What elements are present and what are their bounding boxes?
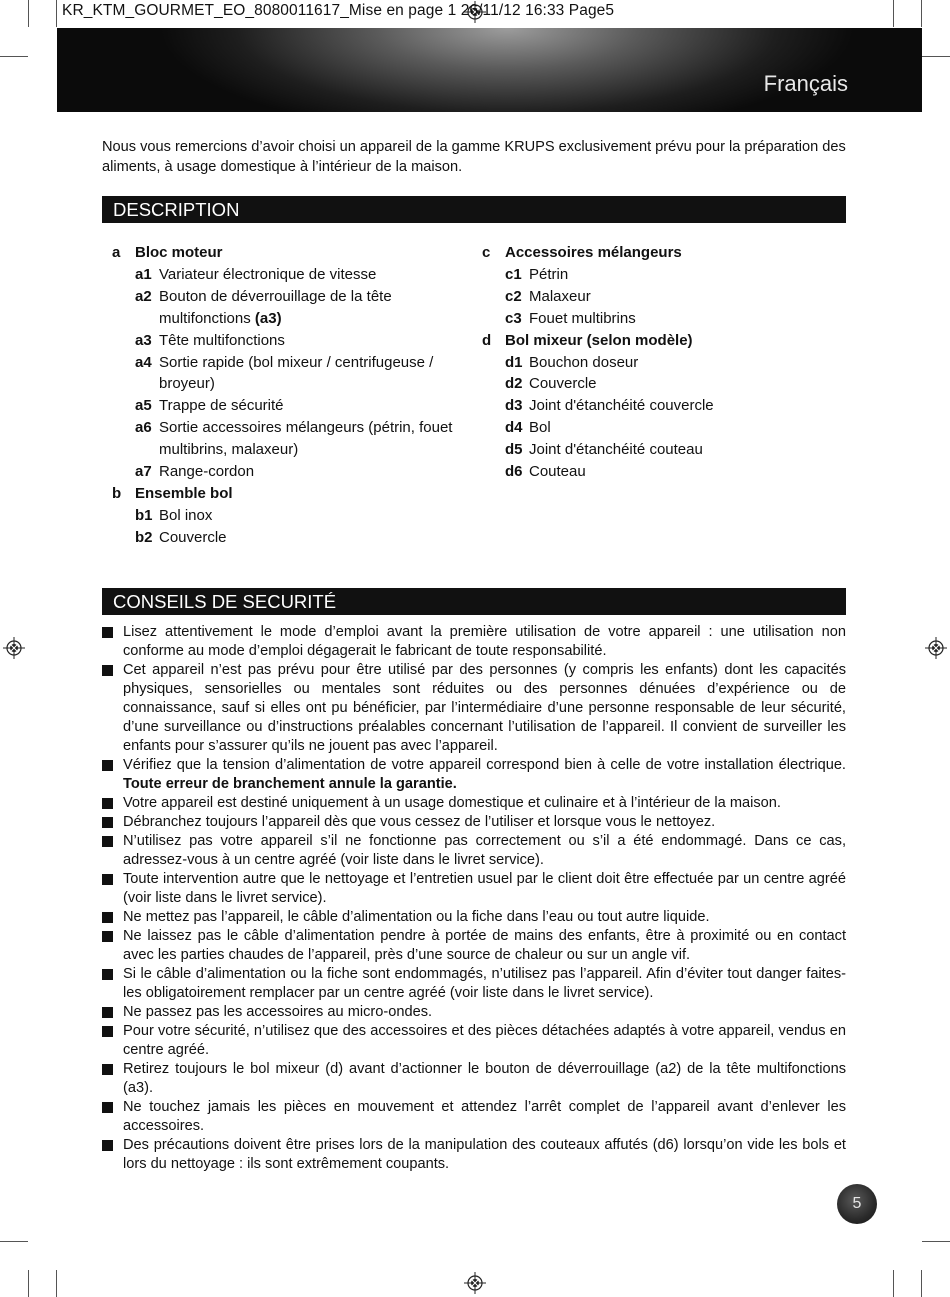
square-bullet-icon (102, 965, 123, 1003)
part-label: Couteau (529, 463, 586, 481)
part-label: Couvercle (159, 528, 227, 546)
part-label: Joint d'étanchéité couteau (529, 441, 703, 459)
part-label: Malaxeur (529, 287, 591, 305)
safety-item (102, 1098, 846, 1136)
safety-text: Cet appareil n’est pas prévu pour être utilisé par des personnes (y compris les enfants) dont les capacités physiques, sensorielles ou mentales sont réduites ou des personnes dénuées d’expérience ou de connaissance, sauf si elles ont pu bénéficier, par l’intermédiaire d’une personne responsable de leur sécurité, d’une surveillance ou d’instructions préalables concernant l’utilisation de l’appareil. Il convient de surveiller les enfants pour s’assurer qu’ils ne jouent pas avec l’appareil. (123, 662, 846, 754)
part-code: a2 (135, 287, 152, 305)
registration-mark-icon (925, 637, 947, 659)
part-label: Fouet multibrins (529, 309, 636, 327)
part-item (482, 439, 846, 461)
square-bullet-icon (102, 1003, 123, 1022)
crop-mark (0, 1241, 28, 1242)
part-item (482, 395, 846, 417)
square-bullet-icon (102, 870, 123, 908)
part-code: d3 (505, 397, 523, 415)
group-heading (112, 483, 467, 505)
intro-paragraph: Nous vous remercions d’avoir choisi un appareil de la gamme KRUPS exclusivement prévu pour la préparation des aliments, à usage domestique à l’intérieur de la maison. (102, 139, 846, 175)
part-label: Sortie accessoires mélangeurs (pétrin, fouet multibrins, malaxeur) (159, 419, 453, 459)
safety-text: Ne passez pas les accessoires au micro-ondes. (123, 1004, 433, 1020)
square-bullet-icon (102, 927, 123, 965)
safety-text: Si le câble d’alimentation ou la fiche sont endommagés, n’utilisez pas l’appareil. Afin d’éviter tout danger faites-les obligatoirement remplacer par un centre agréé (voir liste dans le livret service). (123, 966, 846, 1001)
part-item (112, 505, 467, 527)
safety-item (102, 870, 846, 908)
part-code: b2 (135, 528, 153, 546)
safety-list (102, 623, 846, 1174)
part-code: c2 (505, 287, 522, 305)
safety-text: Lisez attentivement le mode d’emploi avant la première utilisation de votre appareil : une utilisation non conforme au mode d’emploi dégagerait le fabricant de toute responsabilité. (123, 624, 846, 659)
square-bullet-icon (102, 756, 123, 794)
safety-text: Débranchez toujours l’appareil dès que vous cessez de l’utiliser et lorsque vous le nettoyez. (123, 814, 716, 830)
header-band (57, 28, 922, 112)
part-item (482, 417, 846, 439)
crop-mark (893, 0, 894, 27)
square-bullet-icon (102, 1098, 123, 1136)
part-reference: (a3) (254, 309, 282, 327)
safety-text: Des précautions doivent être prises lors de la manipulation des couteaux affutés (d6) lorsqu’on vide les bols et lors du nettoyage : ils sont extrêmement coupants. (123, 1137, 846, 1172)
safety-text: Ne mettez pas l’appareil, le câble d’alimentation ou la fiche dans l’eau ou tout autre liquide. (123, 909, 710, 925)
part-code: d6 (505, 463, 523, 481)
part-code: a6 (135, 419, 152, 437)
square-bullet-icon (102, 1060, 123, 1098)
group-letter: d (482, 331, 492, 349)
part-label: Range-cordon (159, 463, 255, 481)
crop-mark (28, 0, 29, 27)
square-bullet-icon (102, 813, 123, 832)
language-label: Français (763, 71, 848, 96)
description-left-column (112, 242, 467, 549)
warranty-warning: Toute erreur de branchement annule la garantie. (123, 776, 457, 792)
section-title-description: DESCRIPTION (102, 196, 846, 223)
part-code: d2 (505, 375, 523, 393)
safety-text: Pour votre sécurité, n’utilisez que des accessoires et des pièces détachées adaptés à votre appareil, vendus en centre agréé. (123, 1023, 846, 1058)
square-bullet-icon (102, 1136, 123, 1174)
crop-mark (921, 1270, 922, 1297)
part-item (482, 352, 846, 374)
part-item (112, 330, 467, 352)
part-code: a4 (135, 353, 152, 371)
part-item (112, 527, 467, 549)
part-code: d1 (505, 353, 523, 371)
safety-text: N’utilisez pas votre appareil s’il ne fonctionne pas correctement ou s’il a été endommagé. Dans ce cas, adressez-vous à un centre agréé (voir liste dans le livret service). (123, 833, 846, 868)
crop-mark (893, 1270, 894, 1297)
safety-item (102, 1003, 846, 1022)
part-item (482, 308, 846, 330)
part-code: a7 (135, 463, 152, 481)
part-item (482, 264, 846, 286)
crop-mark (921, 0, 922, 27)
square-bullet-icon (102, 661, 123, 756)
safety-item (102, 927, 846, 965)
safety-item (102, 623, 846, 661)
part-label: Tête multifonctions (159, 331, 285, 349)
part-label: Bouchon doseur (529, 353, 639, 371)
square-bullet-icon (102, 794, 123, 813)
part-label: Bouton de déverrouillage de la tête multifonctions (a3) (159, 287, 392, 327)
safety-item (102, 813, 846, 832)
group-letter: c (482, 244, 491, 261)
group-letter: b (112, 484, 122, 502)
section-title-safety: CONSEILS DE SECURITÉ (102, 588, 846, 615)
safety-item (102, 661, 846, 756)
part-item (482, 373, 846, 395)
safety-item (102, 965, 846, 1003)
crop-mark (56, 0, 57, 27)
part-code: a5 (135, 397, 152, 415)
part-item (112, 286, 467, 330)
square-bullet-icon (102, 1022, 123, 1060)
part-item (112, 264, 467, 286)
crop-mark (56, 1270, 57, 1297)
safety-item (102, 756, 846, 794)
part-label: Pétrin (529, 265, 569, 283)
crop-mark (922, 1241, 950, 1242)
group-letter: a (112, 244, 121, 261)
part-code: d4 (505, 419, 523, 437)
safety-text: Vérifiez que la tension d’alimentation de votre appareil correspond bien à celle de votre installation électrique. Toute erreur de branchement annule la garantie. (123, 757, 846, 792)
part-label: Joint d'étanchéité couvercle (529, 397, 714, 415)
part-label: Couvercle (529, 375, 597, 393)
part-label: Bol inox (159, 506, 213, 524)
group-heading (482, 242, 846, 264)
part-label: Variateur électronique de vitesse (159, 265, 377, 283)
part-item (482, 286, 846, 308)
part-code: c1 (505, 265, 522, 283)
part-label: Trappe de sécurité (159, 397, 284, 415)
safety-text: Retirez toujours le bol mixeur (d) avant d’actionner le bouton de déverrouillage (a2) de la tête multifonctions (a3). (123, 1061, 846, 1096)
safety-item (102, 1060, 846, 1098)
safety-item (102, 832, 846, 870)
part-label: Sortie rapide (bol mixeur / centrifugeuse / broyeur) (159, 353, 434, 393)
safety-text: Ne laissez pas le câble d’alimentation pendre à portée de mains des enfants, être à proximité ou en contact avec les parties chaudes de l’appareil, près d’une source de chaleur ou sur un angle vif. (123, 928, 846, 963)
group-title: Bol mixeur (selon modèle) (505, 331, 693, 349)
group-title: Bloc moteur (135, 244, 223, 261)
group-heading (482, 330, 846, 352)
crop-mark (28, 1270, 29, 1297)
square-bullet-icon (102, 908, 123, 927)
square-bullet-icon (102, 832, 123, 870)
safety-item (102, 908, 846, 927)
part-item (112, 352, 467, 396)
part-code: a3 (135, 331, 152, 349)
safety-text: Ne touchez jamais les pièces en mouvement et attendez l’arrêt complet de l’appareil avant d’enlever les accessoires. (123, 1099, 846, 1134)
part-item (112, 461, 467, 483)
part-item (112, 417, 467, 461)
part-label: Bol (529, 419, 551, 437)
part-item (112, 395, 467, 417)
print-slug: KR_KTM_GOURMET_EO_8080011617_Mise en page 1 26/11/12 16:33 Page5 (62, 2, 615, 19)
crop-mark (922, 56, 950, 57)
safety-item (102, 794, 846, 813)
registration-mark-icon (464, 1272, 486, 1294)
part-code: a1 (135, 265, 152, 283)
safety-text: Toute intervention autre que le nettoyage et l’entretien usuel par le client doit être effectuée par un centre agréé (voir liste dans le livret service). (123, 871, 846, 906)
page-number-badge: 5 (837, 1184, 877, 1224)
part-item (482, 461, 846, 483)
part-code: c3 (505, 309, 522, 327)
square-bullet-icon (102, 623, 123, 661)
safety-text: Votre appareil est destiné uniquement à un usage domestique et culinaire et à l’intérieur de la maison. (123, 795, 781, 811)
part-code: d5 (505, 441, 523, 459)
group-title: Accessoires mélangeurs (505, 244, 682, 261)
part-code: b1 (135, 506, 153, 524)
safety-item (102, 1136, 846, 1174)
safety-item (102, 1022, 846, 1060)
group-title: Ensemble bol (135, 484, 233, 502)
description-right-column (482, 242, 846, 483)
group-heading (112, 242, 467, 264)
registration-mark-icon (3, 637, 25, 659)
crop-mark (0, 56, 28, 57)
